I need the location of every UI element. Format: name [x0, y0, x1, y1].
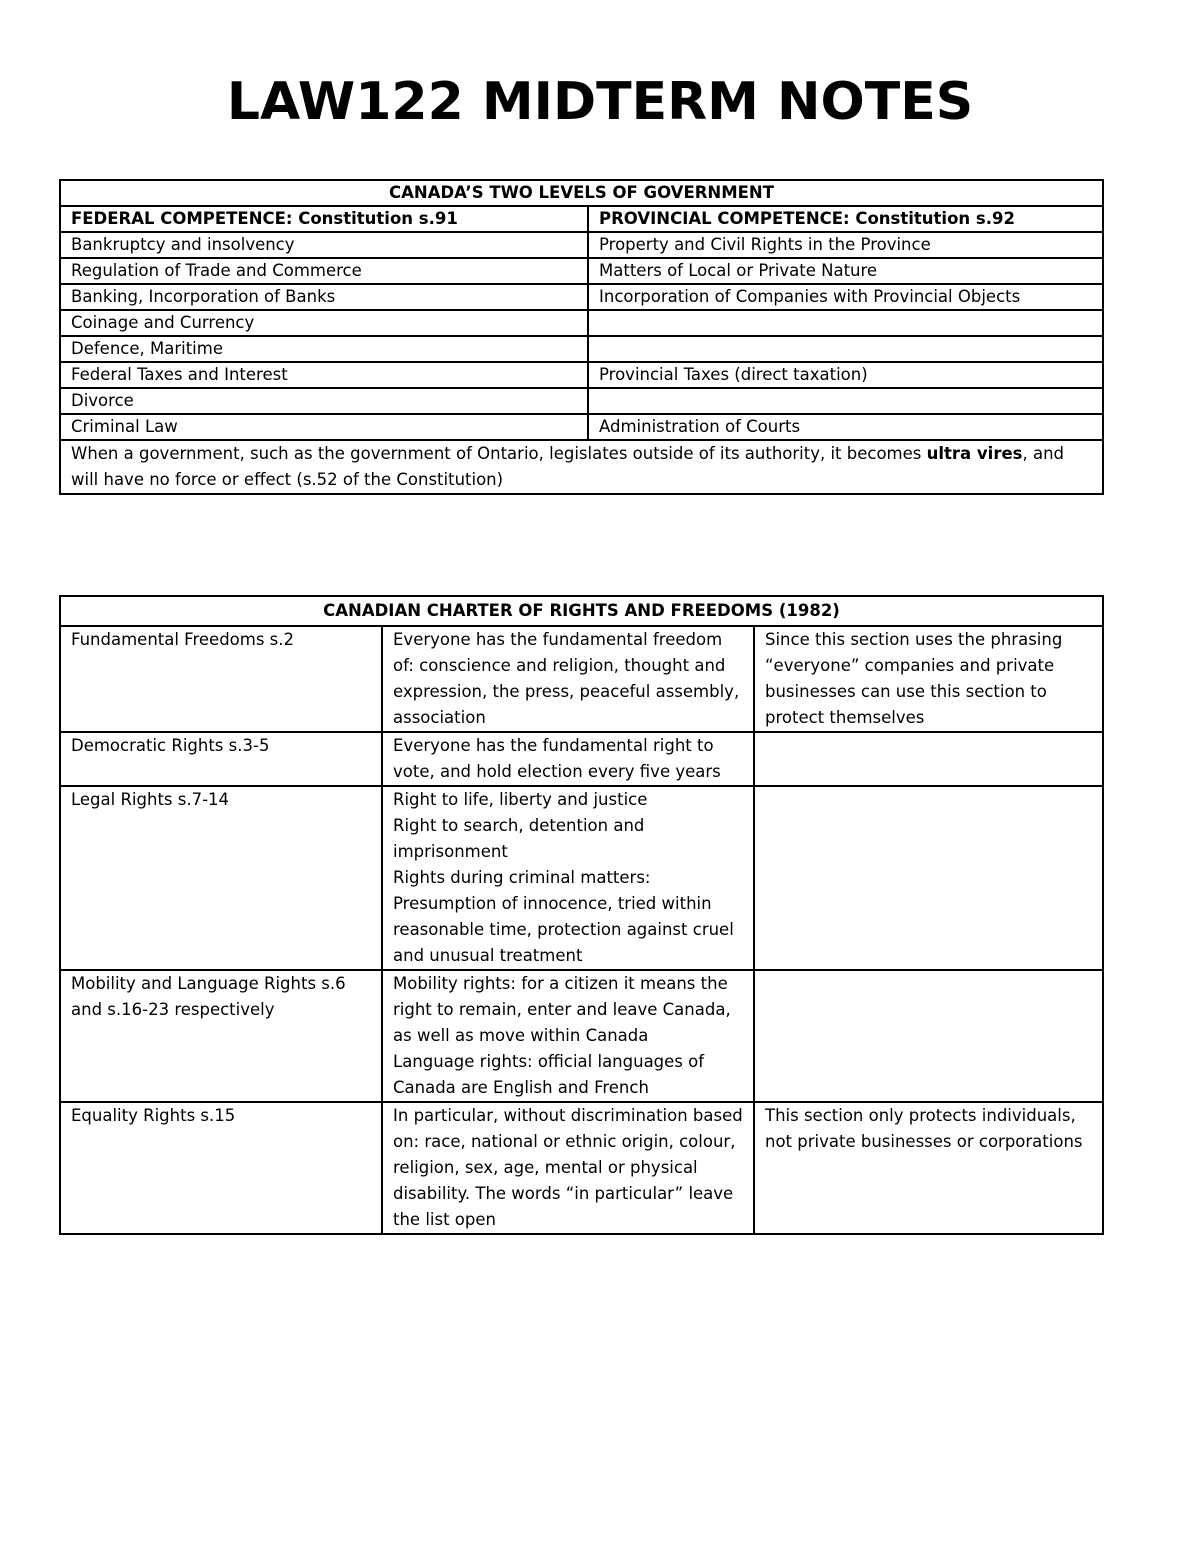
- table-row: [60, 626, 1103, 732]
- table-row: [60, 388, 1103, 414]
- federal-cell: Federal Taxes and Interest: [60, 362, 588, 388]
- provincial-cell: Matters of Local or Private Nature: [588, 258, 1103, 284]
- provincial-cell: Incorporation of Companies with Provincial Objects: [588, 284, 1103, 310]
- right-cell: Fundamental Freedoms s.2: [60, 626, 382, 732]
- description-line: Mobility rights: for a citizen it means the right to remain, enter and leave Canada, as well as move within Canada: [393, 974, 731, 1045]
- federal-cell: Divorce: [60, 388, 588, 414]
- page-title: LAW122 MIDTERM NOTES: [226, 72, 974, 132]
- provincial-cell: Administration of Courts: [588, 414, 1103, 440]
- provincial-cell: Provincial Taxes (direct taxation): [588, 362, 1103, 388]
- table-row: [60, 1102, 1103, 1234]
- table-row: [60, 310, 1103, 336]
- federal-header: FEDERAL COMPETENCE: Constitution s.91: [60, 206, 588, 232]
- table-row: [60, 732, 1103, 786]
- provincial-cell: [588, 388, 1103, 414]
- provincial-cell: [588, 310, 1103, 336]
- note-cell: This section only protects individuals, not private businesses or corporations: [754, 1102, 1103, 1234]
- note-cell: [754, 786, 1103, 970]
- description-line: Everyone has the fundamental right to vote, and hold election every five years: [393, 736, 721, 781]
- table-row: [60, 786, 1103, 970]
- note-text-end: , and will have no force or effect (s.52 of the Constitution): [71, 444, 1065, 489]
- description-line: Everyone has the fundamental freedom of: conscience and religion, thought and expression, the press, peaceful assembly, association: [393, 630, 740, 727]
- table-row: [60, 284, 1103, 310]
- description-cell: [382, 1102, 754, 1234]
- table-row: [60, 414, 1103, 440]
- note-cell: Since this section uses the phrasing “everyone” companies and private businesses can use this section to protect themselves: [754, 626, 1103, 732]
- column-header-row: [60, 206, 1103, 232]
- charter-table-heading: CANADIAN CHARTER OF RIGHTS AND FREEDOMS (1982): [60, 596, 1103, 626]
- description-line: Right to search, detention and imprisonment: [393, 816, 645, 861]
- description-line: Language rights: official languages of Canada are English and French: [393, 1052, 705, 1097]
- provincial-cell: [588, 336, 1103, 362]
- note-text-start: When a government, such as the government of Ontario, legislates outside of its authority, it becomes: [71, 444, 927, 463]
- description-cell: [382, 732, 754, 786]
- description-line: Right to life, liberty and justice: [393, 790, 648, 809]
- table-row: [60, 362, 1103, 388]
- government-table-heading: CANADA’S TWO LEVELS OF GOVERNMENT: [60, 180, 1103, 206]
- description-cell: [382, 626, 754, 732]
- federal-cell: Bankruptcy and insolvency: [60, 232, 588, 258]
- table-row: [60, 970, 1103, 1102]
- table-heading-row: [60, 596, 1103, 626]
- description-line: Rights during criminal matters: Presumption of innocence, tried within reasonable time, protection against cruel and unusual treatment: [393, 868, 734, 965]
- note-cell: [754, 970, 1103, 1102]
- right-cell: Democratic Rights s.3-5: [60, 732, 382, 786]
- provincial-header: PROVINCIAL COMPETENCE: Constitution s.92: [588, 206, 1103, 232]
- government-levels-table: [59, 179, 1104, 495]
- table-row: [60, 258, 1103, 284]
- right-cell: Legal Rights s.7-14: [60, 786, 382, 970]
- federal-cell: Regulation of Trade and Commerce: [60, 258, 588, 284]
- description-line: In particular, without discrimination based on: race, national or ethnic origin, colour, religion, sex, age, mental or physical disability. The words “in particular” leave the list open: [393, 1106, 743, 1229]
- right-cell: Equality Rights s.15: [60, 1102, 382, 1234]
- charter-rights-table: [59, 595, 1104, 1235]
- ultra-vires-note: [60, 440, 1103, 494]
- table-heading-row: [60, 180, 1103, 206]
- federal-cell: Defence, Maritime: [60, 336, 588, 362]
- note-row: [60, 440, 1103, 494]
- description-cell: [382, 970, 754, 1102]
- table-row: [60, 232, 1103, 258]
- description-cell: [382, 786, 754, 970]
- note-bold-term: ultra vires: [926, 444, 1023, 463]
- note-cell: [754, 732, 1103, 786]
- table-row: [60, 336, 1103, 362]
- provincial-cell: Property and Civil Rights in the Province: [588, 232, 1103, 258]
- federal-cell: Coinage and Currency: [60, 310, 588, 336]
- federal-cell: Criminal Law: [60, 414, 588, 440]
- right-cell: Mobility and Language Rights s.6 and s.16-23 respectively: [60, 970, 382, 1102]
- federal-cell: Banking, Incorporation of Banks: [60, 284, 588, 310]
